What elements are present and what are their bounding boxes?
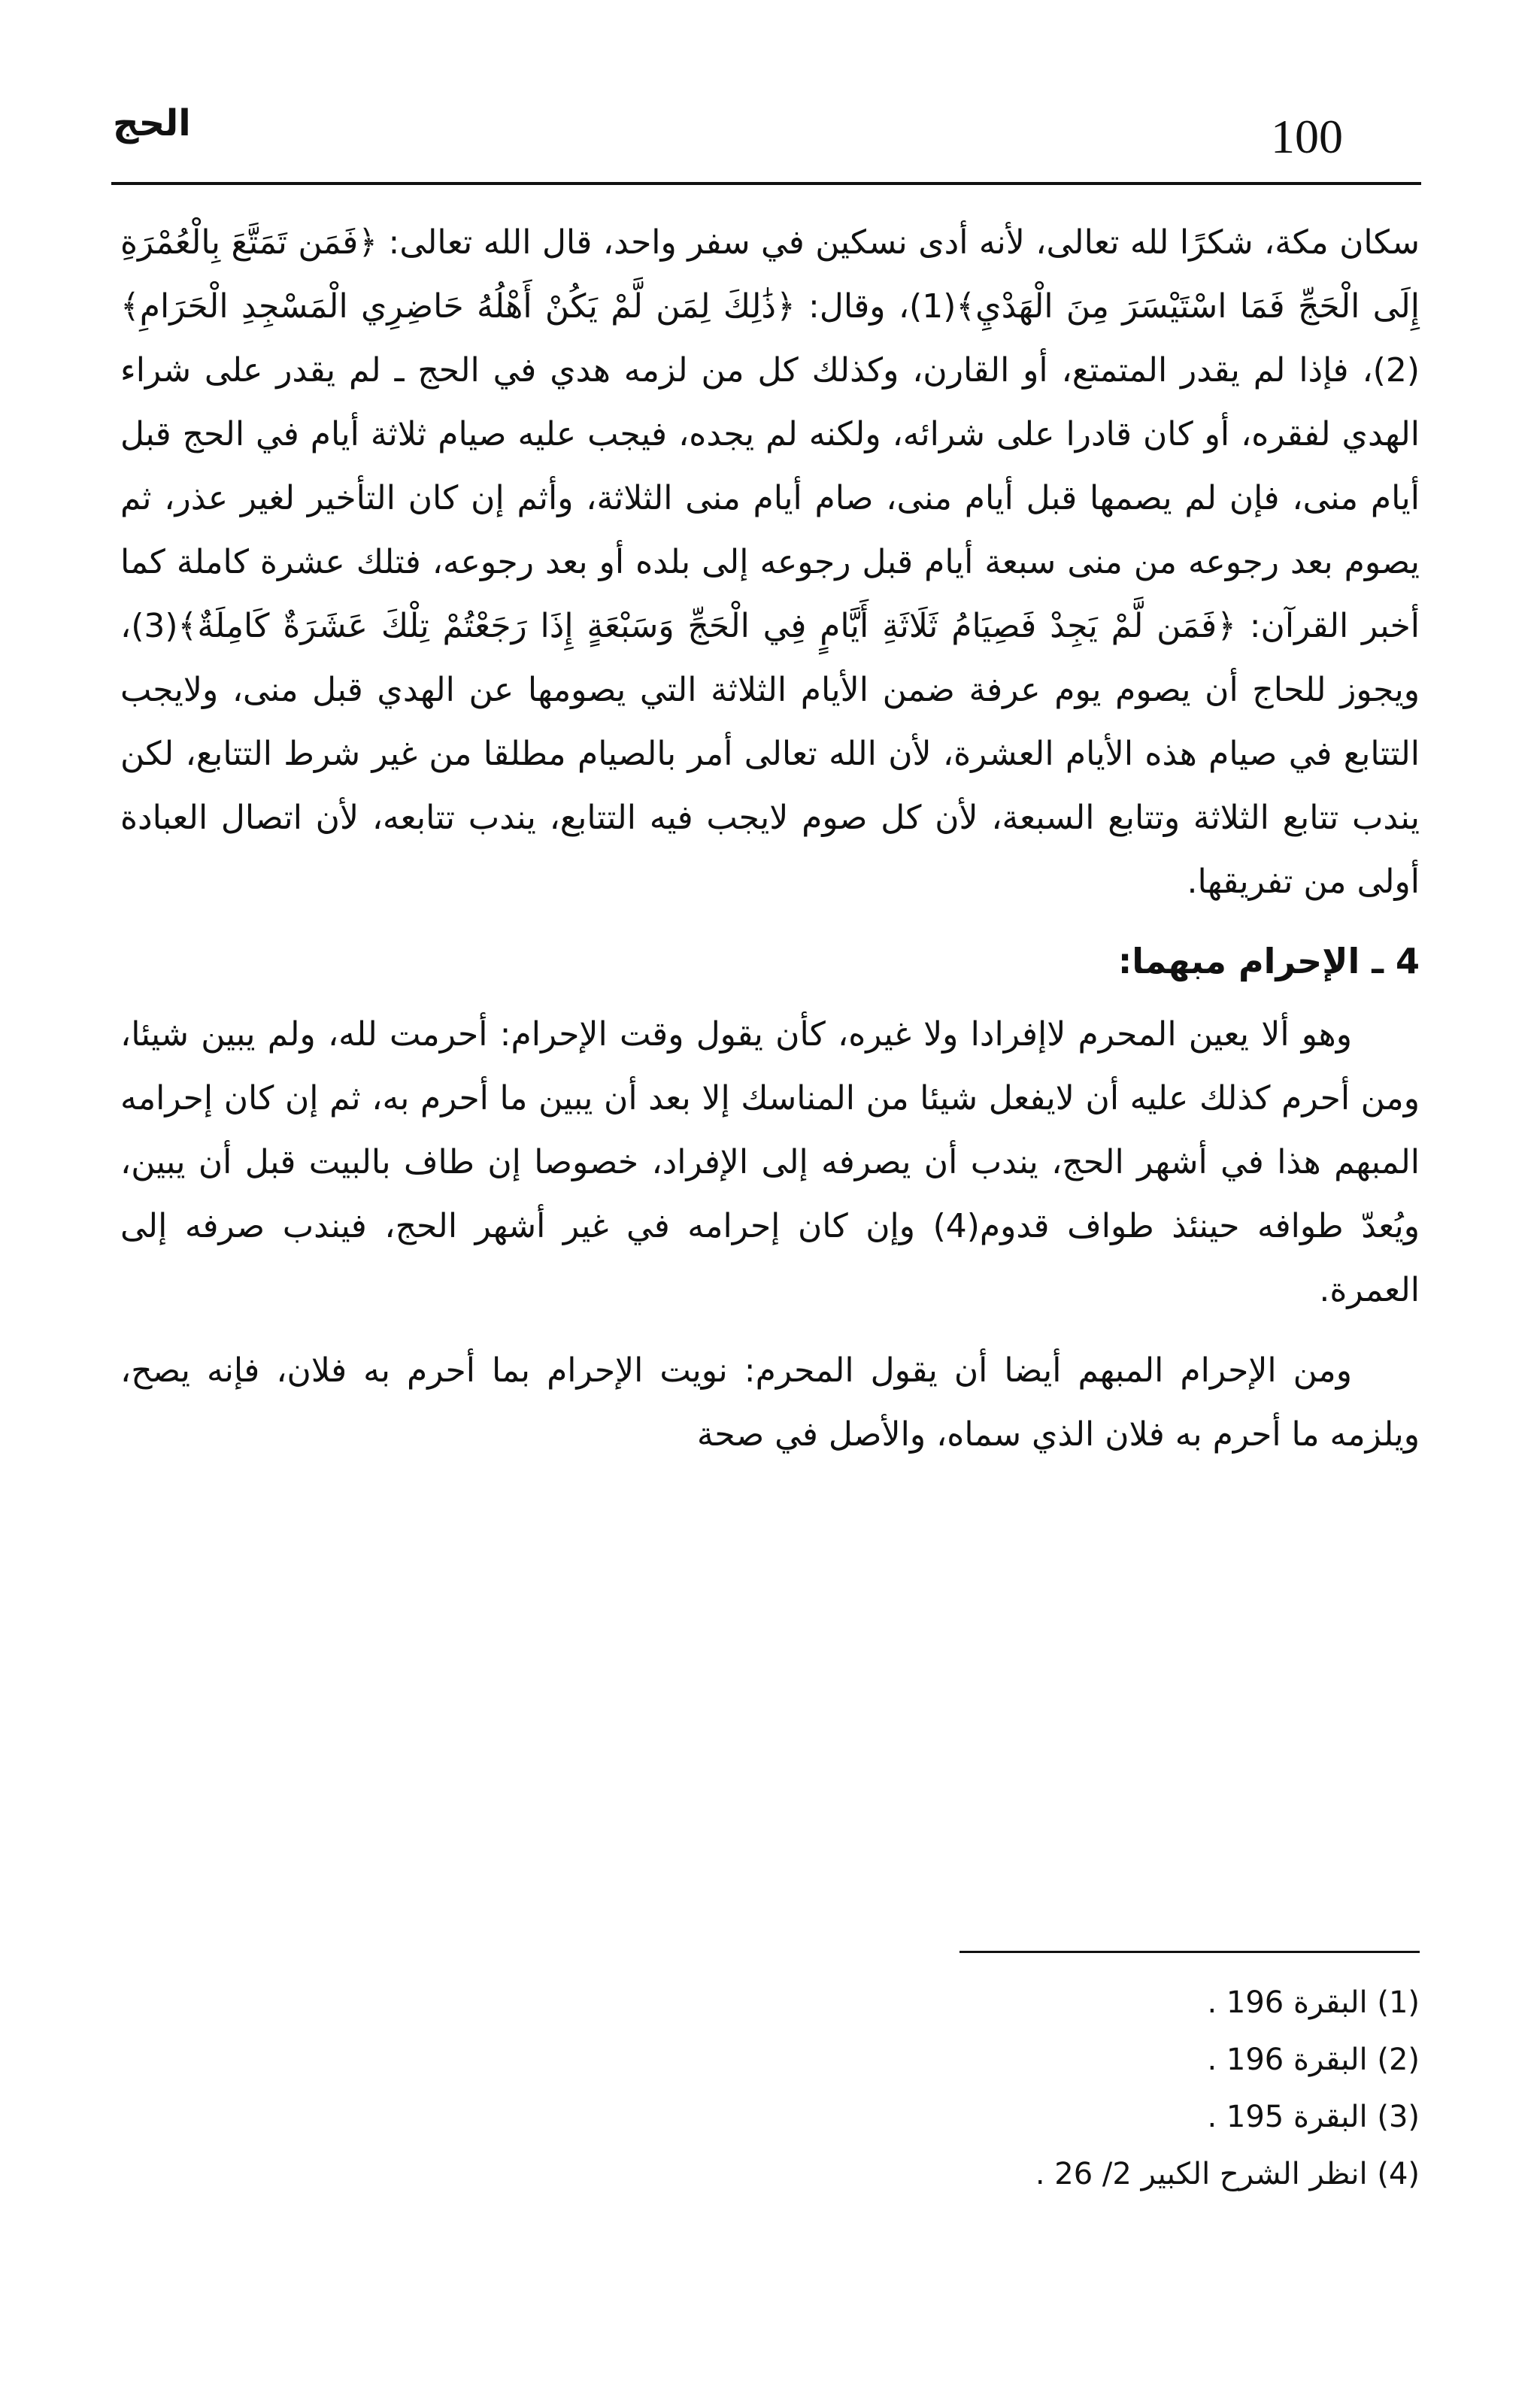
paragraph-3: ومن الإحرام المبهم أيضا أن يقول المحرم: نويت الإحرام بما أحرم به فلان، فإنه يصح، ويلزمه ما أحرم به فلان الذي سماه، والأصل في صحة (120, 1351, 1420, 1454)
paragraph-2: وهو ألا يعين المحرم لاإفرادا ولا غيره، كأن يقول وقت الإحرام: أحرمت لله، ولم يبين شيئا، ومن أحرم كذلك عليه أن لايفعل شيئا من المناسك إلا بعد أن يبين ما أحرم به، ثم إن كان إحرامه المبهم هذا في أشهر الحج، يندب أن يصرفه إلى الإفراد، خصوصا إن طاف بالبيت قبل أن يبين، ويُعدّ طوافه حينئذ طواف قدوم(4) وإن كان إحرامه في غير أشهر الحج، فيندب صرفه إلى العمرة. (120, 1015, 1420, 1309)
paragraph-1: سكان مكة، شكرًا لله تعالى، لأنه أدى نسكين في سفر واحد، قال الله تعالى: ﴿فَمَن تَمَتَّعَ بِالْعُمْرَةِ إِلَى الْحَجِّ فَمَا اسْتَيْسَرَ مِنَ الْهَدْيِ﴾(1)، وقال: ﴿ذَٰلِكَ لِمَن لَّمْ يَكُنْ أَهْلُهُ حَاضِرِي الْمَسْجِدِ الْحَرَامِ﴾(2)، فإذا لم يقدر المتمتع، أو القارن، وكذلك كل من لزمه هدي في الحج ـ لم يقدر على شراء الهدي لفقره، أو كان قادرا على شرائه، ولكنه لم يجده، فيجب عليه صيام ثلاثة أيام في الحج قبل أيام منى، فإن لم يصمها قبل أيام منى، صام أيام منى الثلاثة، وأثم إن كان التأخير لغير عذر، ثم يصوم بعد رجوعه من منى سبعة أيام قبل رجوعه إلى بلده أو بعد رجوعه، فتلك عشرة كاملة كما أخبر القرآن: ﴿فَمَن لَّمْ يَجِدْ فَصِيَامُ ثَلَاثَةِ أَيَّامٍ فِي الْحَجِّ وَسَبْعَةٍ إِذَا رَجَعْتُمْ تِلْكَ عَشَرَةٌ كَامِلَةٌ﴾(3)، ويجوز للحاج أن يصوم يوم عرفة ضمن الأيام الثلاثة التي يصومها عن الهدي قبل منى، ولايجب التتابع في صيام هذه الأيام العشرة، لأن الله تعالى أمر بالصيام مطلقا من غير شرط التتابع، لكن يندب تتابع الثلاثة وتتابع السبعة، لأن كل صوم لايجب فيه التتابع، يندب تتابعه، لأن اتصال العبادة أولى من تفريقها. (120, 223, 1420, 901)
main-text (120, 211, 1420, 1466)
running-head: الحج (113, 102, 191, 144)
page-number: 100 (1271, 110, 1343, 163)
footnote-1: (1) البقرة 196 . (1207, 1985, 1420, 2020)
section-title: 4 ـ الإحرام مبهما: (1117, 941, 1420, 981)
footnote-2: (2) البقرة 196 . (1207, 2043, 1420, 2077)
footnote-3: (3) البقرة 195 . (1207, 2100, 1420, 2134)
footnote-rule (959, 1951, 1420, 1953)
footnotes (677, 1974, 1420, 2203)
header-rule (111, 182, 1421, 185)
footnote-4: (4) انظر الشرح الكبير 2/ 26 . (1035, 2157, 1420, 2191)
